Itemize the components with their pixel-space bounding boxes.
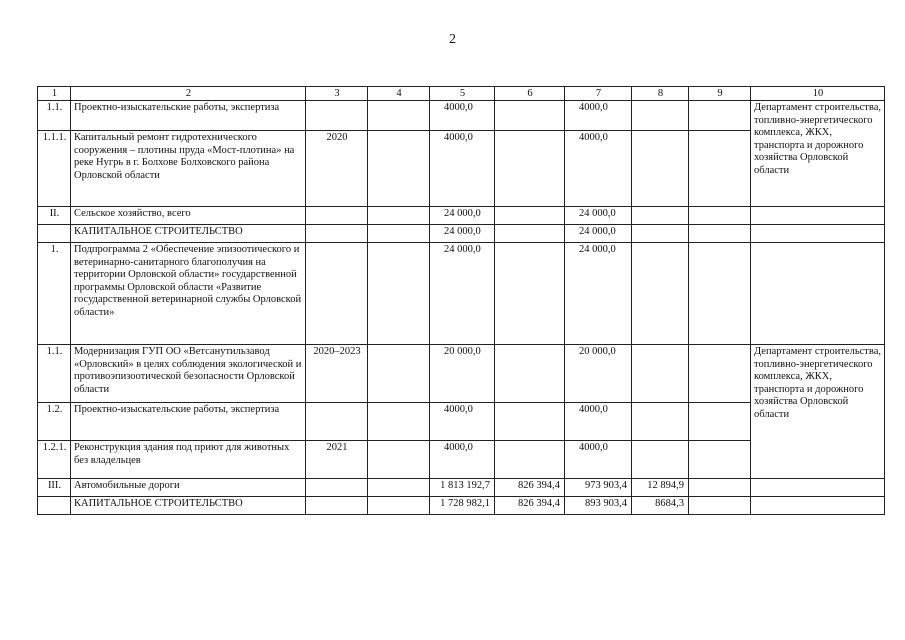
row-col6 [495,207,565,225]
row-col9 [689,441,751,479]
row-col9 [689,101,751,131]
row-col4 [368,479,430,497]
row-col5: 1 813 192,7 [430,479,495,497]
row-year [306,479,368,497]
row-col4 [368,225,430,243]
row-year [306,403,368,441]
table-row [38,497,885,515]
row-col4 [368,101,430,131]
header-cell: 5 [430,87,495,101]
row-col9 [689,243,751,345]
row-col5: 4000,0 [430,131,495,207]
row-col7: 4000,0 [565,101,632,131]
row-name: Проектно-изыскательские работы, экспертиза [71,101,306,131]
row-col6 [495,441,565,479]
row-col6 [495,225,565,243]
department-cell [751,243,885,345]
row-col8 [632,225,689,243]
row-col8 [632,101,689,131]
row-col5: 20 000,0 [430,345,495,403]
row-col7: 24 000,0 [565,207,632,225]
header-cell: 7 [565,87,632,101]
row-name: Модернизация ГУП ОО «Ветсанутильзавод «Орловский» в целях соблюдения экологической и противоэпизоотической безопасности Орловской области [71,345,306,403]
table-row [38,101,885,131]
row-col9 [689,479,751,497]
row-col4 [368,403,430,441]
row-col4 [368,243,430,345]
row-number: 1. [38,243,71,345]
row-col7: 4000,0 [565,131,632,207]
row-year [306,497,368,515]
row-col6 [495,101,565,131]
table-row [38,225,885,243]
row-col4 [368,497,430,515]
department-cell [751,207,885,225]
row-col7: 893 903,4 [565,497,632,515]
row-col8 [632,403,689,441]
row-year [306,243,368,345]
row-col4 [368,207,430,225]
department-cell [751,101,885,207]
row-year [306,225,368,243]
page-number: 2 [449,32,456,47]
table-row [38,479,885,497]
table-row [38,243,885,345]
row-name: Проектно-изыскательские работы, экспертиза [71,403,306,441]
header-cell: 4 [368,87,430,101]
row-col5: 1 728 982,1 [430,497,495,515]
row-col9 [689,403,751,441]
row-col9 [689,225,751,243]
row-name: КАПИТАЛЬНОЕ СТРОИТЕЛЬСТВО [71,225,306,243]
row-col8 [632,207,689,225]
row-col7: 24 000,0 [565,243,632,345]
row-col9 [689,345,751,403]
department-cell [751,497,885,515]
row-col8 [632,243,689,345]
row-col6: 826 394,4 [495,479,565,497]
row-col7: 4000,0 [565,441,632,479]
budget-table [37,86,885,515]
row-col7: 24 000,0 [565,225,632,243]
row-col6 [495,243,565,345]
row-name: Подпрограмма 2 «Обеспечение эпизоотического и ветеринарно-санитарного благополучия на территории Орловской области» государственной программы Орловской области «Развитие государственной ветеринарной службы Орловской области» [71,243,306,345]
row-col5: 24 000,0 [430,243,495,345]
row-number: II. [38,207,71,225]
department-text: Департамент строительства, топливно-энергетического комплекса, ЖКХ, транспорта и дорожного хозяйства Орловской области [754,102,881,176]
header-row [38,87,885,101]
row-col7: 4000,0 [565,403,632,441]
row-number: III. [38,479,71,497]
row-col6: 826 394,4 [495,497,565,515]
header-cell: 2 [71,87,306,101]
row-number: 1.1.1. [38,131,71,207]
row-number: 1.2.1. [38,441,71,479]
row-col7: 973 903,4 [565,479,632,497]
row-col6 [495,403,565,441]
header-cell: 6 [495,87,565,101]
row-col8: 8684,3 [632,497,689,515]
table-row [38,345,885,403]
header-cell: 8 [632,87,689,101]
department-cell [751,225,885,243]
row-col5: 4000,0 [430,441,495,479]
row-col4 [368,345,430,403]
row-year: 2020–2023 [306,345,368,403]
row-year: 2020 [306,131,368,207]
row-name: Реконструкция здания под приют для животных без владельцев [71,441,306,479]
row-col9 [689,131,751,207]
header-cell: 9 [689,87,751,101]
row-name: Сельское хозяйство, всего [71,207,306,225]
row-col8 [632,345,689,403]
row-col5: 4000,0 [430,101,495,131]
header-cell: 1 [38,87,71,101]
row-col7: 20 000,0 [565,345,632,403]
row-year [306,207,368,225]
department-text: Департамент строительства, топливно-энергетического комплекса, ЖКХ, транспорта и дорожного хозяйства Орловской области [754,346,881,420]
row-col4 [368,441,430,479]
row-col8: 12 894,9 [632,479,689,497]
row-name: Автомобильные дороги [71,479,306,497]
row-col9 [689,207,751,225]
row-number: 1.2. [38,403,71,441]
row-col6 [495,345,565,403]
row-col5: 4000,0 [430,403,495,441]
row-year [306,101,368,131]
row-col5: 24 000,0 [430,225,495,243]
row-number [38,497,71,515]
row-number: 1.1. [38,101,71,131]
row-col5: 24 000,0 [430,207,495,225]
row-name: Капитальный ремонт гидротехнического сооружения – плотины пруда «Мост-плотина» на реке Нугрь в г. Болхове Болховского района Орловской области [71,131,306,207]
row-year: 2021 [306,441,368,479]
department-cell [751,345,885,479]
row-col8 [632,131,689,207]
row-name: КАПИТАЛЬНОЕ СТРОИТЕЛЬСТВО [71,497,306,515]
row-number [38,225,71,243]
department-cell [751,479,885,497]
row-number: 1.1. [38,345,71,403]
row-col6 [495,131,565,207]
header-cell: 3 [306,87,368,101]
header-cell: 10 [751,87,885,101]
row-col4 [368,131,430,207]
table-row [38,207,885,225]
row-col9 [689,497,751,515]
row-col8 [632,441,689,479]
